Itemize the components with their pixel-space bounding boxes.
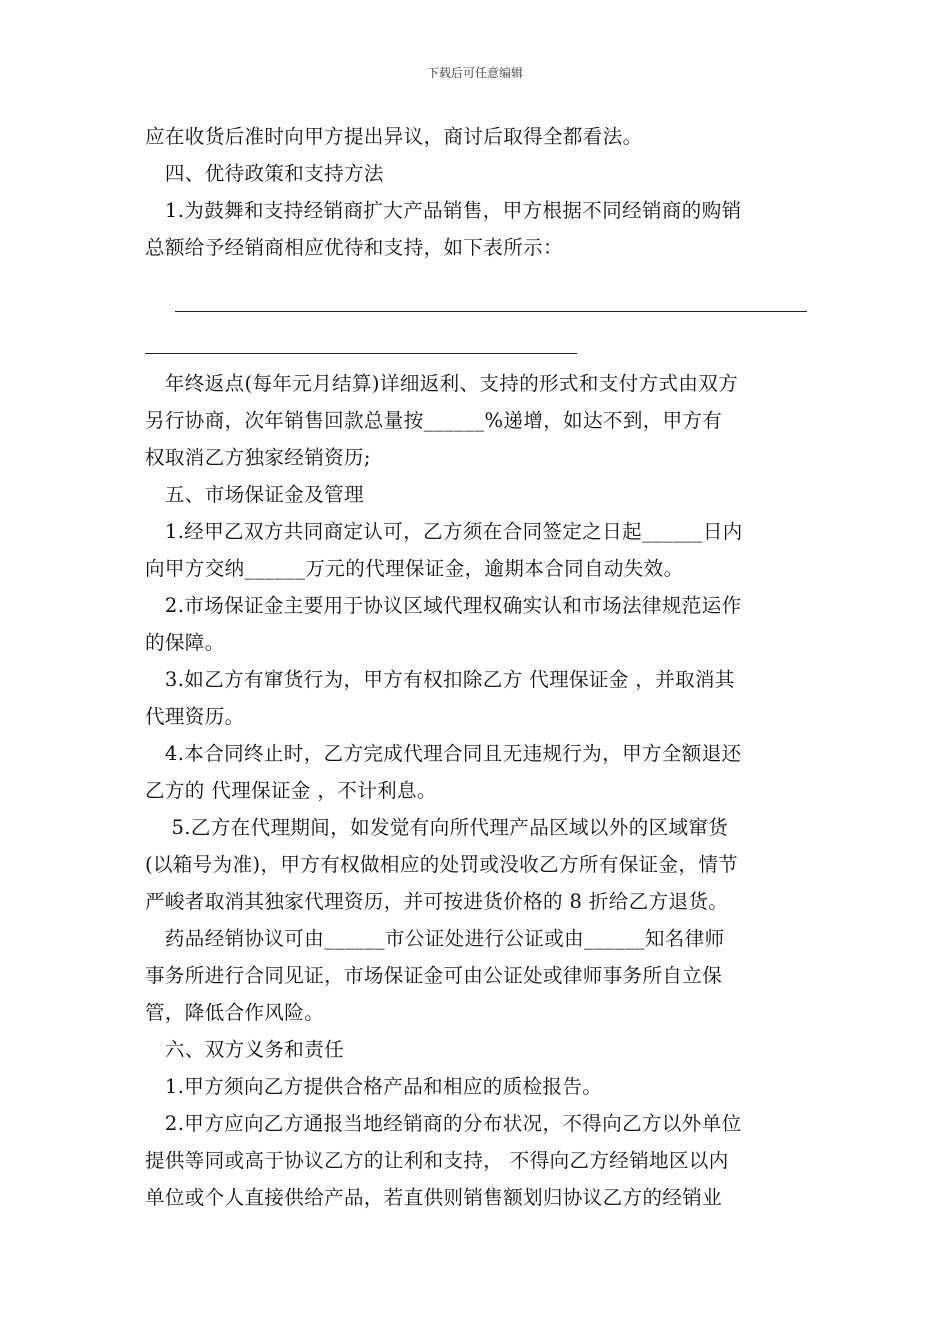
paragraph-line: 单位或个人直接供给产品，若直供则销售额划归协议乙方的经销业: [145, 1186, 723, 1209]
paragraph-line: 2.市场保证金主要用于协议区域代理权确实认和市场法律规范运作: [145, 594, 742, 617]
paragraph-line: 3.如乙方有窜货行为，甲方有权扣除乙方 代理保证金 ，并取消其: [145, 668, 735, 691]
paragraph-line: 管，降低合作风险。: [145, 1001, 325, 1024]
paragraph-line: 向甲方交纳______万元的代理保证金，逾期本合同自动失效。: [145, 557, 684, 580]
paragraph-line: 5.乙方在代理期间，如发觉有向所代理产品区域以外的区域窜货: [145, 816, 729, 839]
fill-line: [145, 353, 577, 354]
section-heading-5: 五、市场保证金及管理: [145, 483, 364, 506]
paragraph-line: 的保障。: [145, 631, 225, 654]
paragraph-line: 另行协商，次年销售回款总量按______%递增，如达不到，甲方有: [145, 409, 723, 432]
blank-fill-lines: [145, 266, 810, 357]
section-heading-6: 六、双方义务和责任: [145, 1038, 345, 1061]
paragraph-line: 2.甲方应向乙方通报当地经销商的分布状况，不得向乙方以外单位: [145, 1112, 742, 1135]
paragraph-line: 1.为鼓舞和支持经销商扩大产品销售，甲方根据不同经销商的购销: [145, 199, 742, 222]
section-heading-4: 四、优待政策和支持方法: [145, 162, 384, 185]
paragraph-line: 代理资历。: [145, 705, 245, 728]
paragraph-line: 年终返点(每年元月结算)详细返利、支持的形式和支付方式由双方: [145, 372, 739, 395]
paragraph-line: 4.本合同终止时，乙方完成代理合同且无违规行为，甲方全额退还: [145, 742, 742, 765]
fill-line: [175, 311, 807, 312]
paragraph-line: 提供等同或高于协议乙方的让利和支持， 不得向乙方经销地区以内: [145, 1149, 729, 1172]
paragraph-line: 乙方的 代理保证金 ，不计利息。: [145, 779, 437, 802]
paragraph-line: 药品经销协议可由______市公证处进行公证或由______知名律师: [145, 927, 725, 950]
paragraph-line: 严峻者取消其独家代理资历，并可按进货价格的 8 折给乙方退货。: [145, 890, 729, 913]
paragraph-block: [145, 365, 810, 476]
page-header: 下载后可任意编辑: [426, 66, 523, 80]
paragraph-line: 总额给予经销商相应优待和支持，如下表所示：: [145, 236, 563, 259]
paragraph-line: 1.甲方须向乙方提供合格产品和相应的质检报告。: [145, 1075, 603, 1098]
paragraph-line: 事务所进行合同见证，市场保证金可由公证处或律师事务所自立保: [145, 964, 723, 987]
document-body: [145, 118, 810, 1216]
paragraph-line: 权取消乙方独家经销资历;: [145, 446, 371, 469]
paragraph-line: (以箱号为准)，甲方有权做相应的处罚或没收乙方所有保证金，情节: [145, 853, 739, 876]
paragraph-line: 应在收货后准时向甲方提出异议，商讨后取得全都看法。: [145, 125, 643, 148]
paragraph-line: 1.经甲乙双方共同商定认可，乙方须在合同签定之日起______日内: [145, 520, 743, 543]
